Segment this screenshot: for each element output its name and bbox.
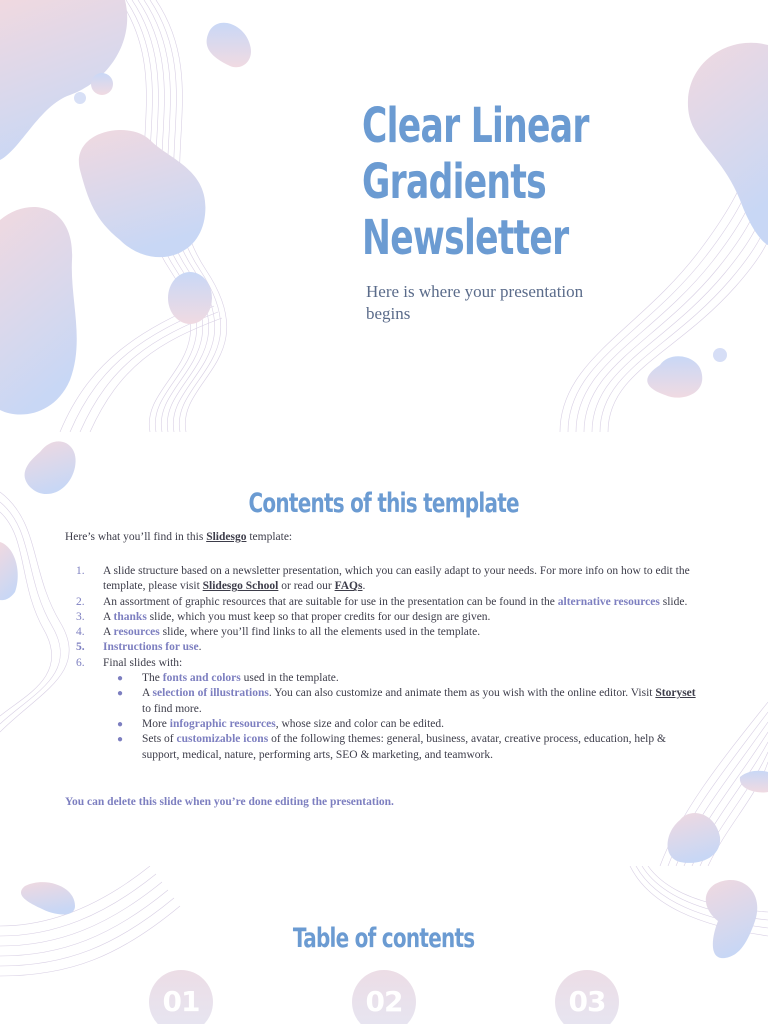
item-text: . — [198, 641, 202, 654]
item-text: . You can also customize and animate them as you wish with the online editor. Visit — [268, 687, 656, 700]
item-text: Final slides with: — [103, 656, 183, 669]
item-text: , whose size and color can be edited. — [275, 717, 445, 730]
list-number: 2. — [76, 595, 85, 608]
list-item — [65, 640, 705, 655]
faqs-link[interactable]: FAQs — [334, 580, 363, 593]
bullet-icon: ● — [117, 718, 124, 730]
item-text: Sets of — [142, 733, 177, 746]
item-text: A — [103, 626, 114, 639]
slidesgo-school-link[interactable]: Slidesgo School — [202, 580, 279, 593]
sub-list-item — [65, 686, 705, 717]
highlight-illustrations[interactable]: selection of illustrations — [152, 687, 269, 700]
item-text: to find more. — [142, 702, 202, 715]
toc-number-2[interactable]: 02 — [352, 970, 416, 1024]
item-text: More — [142, 717, 170, 730]
cover-title-line-1: Clear Linear — [362, 98, 589, 154]
item-text: slide, where you’ll find links to all the elements used in the template. — [159, 626, 481, 639]
item-text: slide. — [659, 595, 688, 608]
list-item — [65, 564, 705, 595]
item-text: . — [362, 580, 366, 593]
highlight-icons[interactable]: customizable icons — [176, 733, 269, 746]
highlight-resources[interactable]: resources — [113, 626, 160, 639]
toc-heading — [0, 922, 768, 956]
cover-subtitle: Here is where your presentation begins — [366, 282, 584, 323]
list-number: 3. — [76, 610, 85, 623]
list-item — [65, 595, 705, 610]
highlight-alternative-resources[interactable]: alternative resources — [557, 595, 660, 608]
contents-list — [65, 564, 705, 763]
contents-heading-text: Contents of this template — [248, 488, 520, 519]
item-text: slide, which you must keep so that proper credits for our design are given. — [146, 610, 491, 623]
item-text: The — [142, 672, 163, 685]
cover-title-line-2: Gradients — [362, 154, 546, 210]
item-text: An assortment of graphic resources that are suitable for use in the presentation can be found in the — [103, 595, 558, 608]
contents-slide — [0, 432, 768, 866]
item-text: of the following themes: general, business, avatar, creative process, education, help & support, medical, nature, performing arts, SEO & marketing, and teamwork. — [142, 733, 666, 761]
highlight-fonts-colors[interactable]: fonts and colors — [162, 672, 241, 685]
toc-slide — [0, 866, 768, 1024]
item-text: or read our — [278, 580, 335, 593]
intro-text-after: template: — [246, 531, 293, 543]
sub-list-item — [65, 732, 705, 763]
highlight-infographic[interactable]: infographic resources — [169, 717, 276, 730]
highlight-thanks[interactable]: thanks — [113, 610, 147, 623]
slidesgo-link[interactable]: Slidesgo — [206, 531, 247, 543]
contents-heading — [0, 487, 768, 521]
toc-heading-text: Table of contents — [293, 923, 475, 954]
list-item — [65, 656, 705, 671]
delete-note: You can delete this slide when you’re done editing the presentation. — [65, 796, 394, 808]
sub-list-item — [65, 671, 705, 686]
bullet-icon: ● — [117, 688, 124, 700]
toc-number-3[interactable]: 03 — [555, 970, 619, 1024]
highlight-instructions[interactable]: Instructions for use — [103, 641, 199, 654]
list-number: 4. — [76, 626, 85, 639]
cover-slide — [0, 0, 768, 432]
item-text: used in the template. — [240, 672, 339, 685]
bullet-icon: ● — [117, 673, 124, 685]
contents-intro — [65, 530, 292, 545]
cover-title — [362, 98, 664, 266]
item-text: A slide structure based on a newsletter presentation, which you can easily adapt to your needs. For more info on how to edit the template, please visit — [103, 565, 690, 593]
intro-text-before: Here’s what you’ll find in this — [65, 531, 207, 543]
toc-number-1[interactable]: 01 — [149, 970, 213, 1024]
list-number: 1. — [76, 565, 85, 577]
list-number: 6. — [76, 656, 85, 669]
list-number: 5. — [76, 641, 85, 654]
item-text: A — [142, 687, 153, 700]
cover-title-line-3: Newsletter — [362, 210, 569, 266]
storyset-link[interactable]: Storyset — [655, 687, 696, 700]
list-item — [65, 625, 705, 640]
bullet-icon: ● — [117, 734, 124, 746]
list-item — [65, 610, 705, 625]
item-text: A — [103, 610, 114, 623]
sub-list-item — [65, 717, 705, 732]
